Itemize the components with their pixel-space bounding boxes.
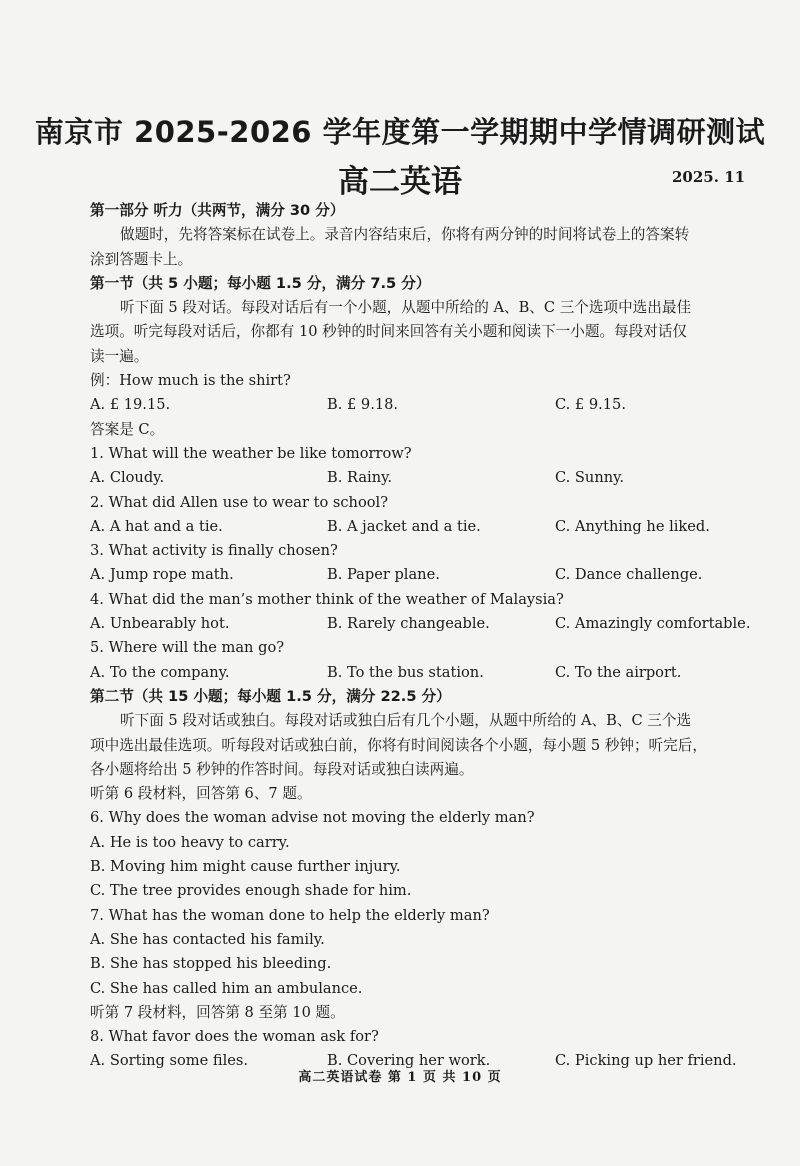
option-b: B. A jacket and a tie. [327, 517, 481, 535]
option-a: A. Cloudy. [90, 469, 165, 487]
exam-content [90, 199, 766, 1074]
section1-instruction-line: 选项。听完每段对话后，你都有 10 秒钟的时间来回答有关小题和阅读下一小题。每段对话仅 [90, 323, 688, 341]
material-6-label: 听第 6 段材料，回答第 6、7 题。 [90, 785, 312, 803]
section2-instruction-line: 听下面 5 段对话或独白。每段对话或独白后有几个小题，从题中所给的 A、B、C 三个选 [120, 712, 692, 730]
question-7-option-b: B. She has stopped his bleeding. [90, 955, 332, 973]
question-5-options [90, 661, 766, 685]
section2-heading: 第二节（共 15 小题；每小题 1.5 分，满分 22.5 分） [90, 687, 451, 705]
question-6: 6. Why does the woman advise not moving the elderly man? [90, 809, 535, 827]
option-b: B. Rarely changeable. [327, 615, 490, 633]
question-6-option-c: C. The tree provides enough shade for him. [90, 882, 412, 900]
option-c: C. Sunny. [555, 469, 625, 487]
question-3-options [90, 563, 766, 587]
exam-title: 南京市 2025-2026 学年度第一学期期中学情调研测试 [34, 115, 766, 149]
part1-instruction-line: 涂到答题卡上。 [90, 250, 193, 268]
section1-instruction-line: 听下面 5 段对话。每段对话后有一个小题，从题中所给的 A、B、C 三个选项中选出最佳 [120, 299, 692, 317]
option-a: A. Jump rope math. [90, 566, 234, 584]
example-question: 例：How much is the shirt? [90, 372, 291, 390]
option-b: B. Covering her work. [327, 1052, 491, 1070]
option-a: A. To the company. [90, 663, 230, 681]
question-8: 8. What favor does the woman ask for? [90, 1028, 379, 1046]
option-c: C. To the airport. [555, 663, 682, 681]
question-1: 1. What will the weather be like tomorrow? [90, 444, 412, 462]
example-options [90, 393, 766, 417]
example-answer: 答案是 C。 [90, 420, 165, 438]
option-c: C. Anything he liked. [555, 517, 710, 535]
question-7-option-c: C. She has called him an ambulance. [90, 979, 363, 997]
part1-instruction-line: 做题时，先将答案标在试卷上。录音内容结束后，你将有两分钟的时间将试卷上的答案转 [120, 226, 690, 244]
page-footer: 高二英语试卷 第 1 页 共 10 页 [298, 1070, 502, 1085]
option-a: A. Unbearably hot. [90, 615, 230, 633]
section2-instruction-line: 各小题将给出 5 秒钟的作答时间。每段对话或独白读两遍。 [90, 760, 474, 778]
option-c: C. Picking up her friend. [555, 1052, 737, 1070]
question-7-option-a: A. She has contacted his family. [90, 930, 325, 948]
option-c: C. £ 9.15. [555, 396, 626, 414]
question-6-option-a: A. He is too heavy to carry. [90, 833, 290, 851]
part1-heading: 第一部分 听力（共两节，满分 30 分） [90, 202, 345, 219]
option-c: C. Dance challenge. [555, 566, 703, 584]
section2-instruction-line: 项中选出最佳选项。听每段对话或独白前，你将有时间阅读各个小题，每小题 5 秒钟；听完后， [90, 736, 707, 754]
question-5: 5. Where will the man go? [90, 639, 285, 657]
question-2: 2. What did Allen use to wear to school? [90, 493, 389, 511]
option-a: A. £ 19.15. [90, 396, 171, 414]
option-b: B. Paper plane. [327, 566, 440, 584]
material-7-label: 听第 7 段材料，回答第 8 至第 10 题。 [90, 1003, 345, 1021]
section1-instruction-line: 读一遍。 [90, 347, 149, 365]
section1-heading: 第一节（共 5 小题；每小题 1.5 分，满分 7.5 分） [90, 274, 431, 292]
option-a: A. Sorting some files. [90, 1052, 249, 1070]
question-2-options [90, 515, 766, 539]
option-b: B. Rainy. [327, 469, 393, 487]
question-7: 7. What has the woman done to help the elderly man? [90, 906, 490, 924]
option-c: C. Amazingly comfortable. [555, 615, 751, 633]
question-3: 3. What activity is finally chosen? [90, 542, 338, 560]
option-b: B. To the bus station. [327, 663, 484, 681]
exam-subject: 高二英语 [338, 164, 462, 200]
question-1-options [90, 466, 766, 490]
option-a: A. A hat and a tie. [90, 517, 223, 535]
question-4-options [90, 612, 766, 636]
question-6-option-b: B. Moving him might cause further injury. [90, 858, 401, 876]
question-4: 4. What did the man’s mother think of the weather of Malaysia? [90, 590, 564, 608]
option-b: B. £ 9.18. [327, 396, 399, 414]
exam-date: 2025. 11 [672, 168, 746, 186]
